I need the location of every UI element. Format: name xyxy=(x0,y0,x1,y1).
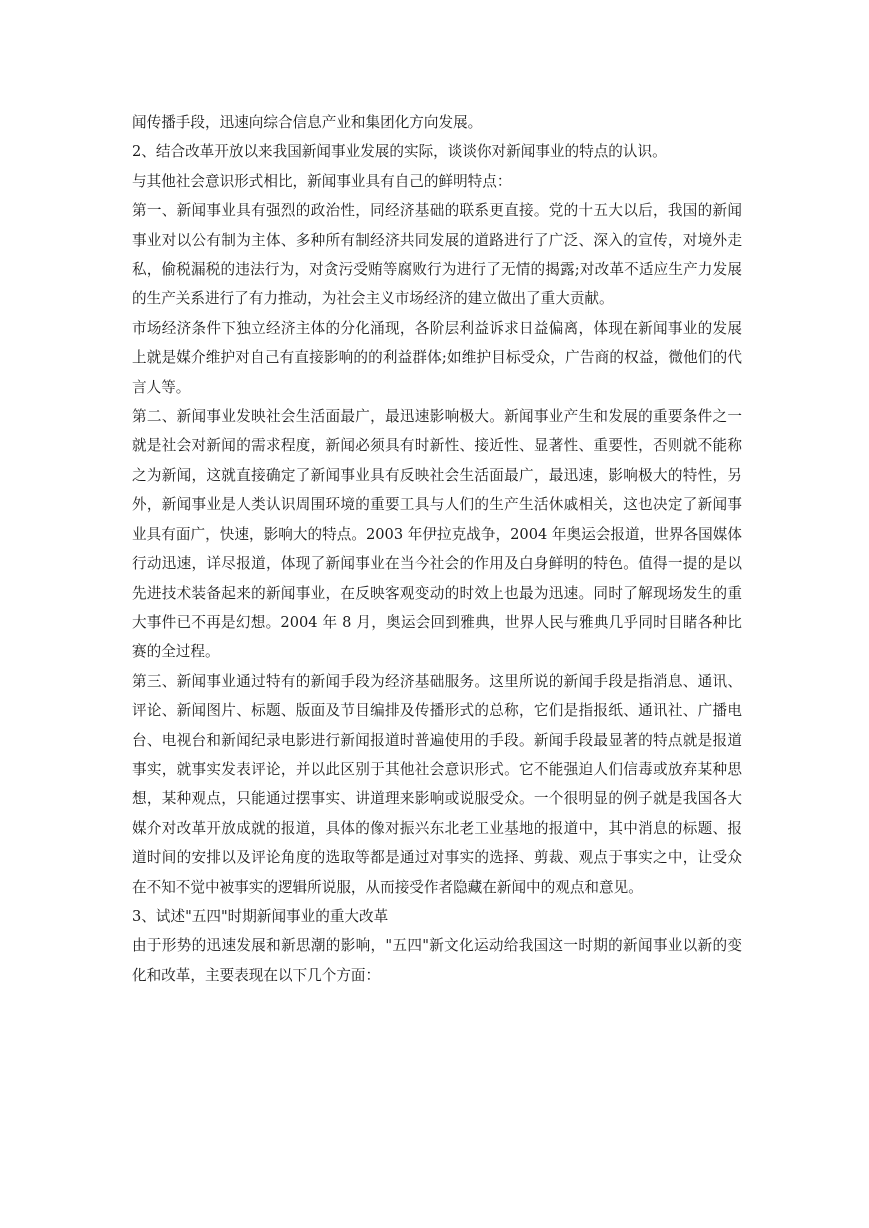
paragraph-point-3: 第三、新闻事业通过特有的新闻手段为经济基础服务。这里所说的新闻手段是指消息、通讯、评论、新闻图片、标题、版面及节目编排及传播形式的总称，它们是指报纸、通讯社、广播电台、电视台和新闻纪录电影进行新闻报道时普遍使用的手段。新闻手段最显著的特点就是报道事实，就事实发表评论，并以此区别于其他社会意识形式。它不能强迫人们信毒或放弃某种思想，某种观点，只能通过摆事实、讲道理来影响或说服受众。一个很明显的例子就是我国各大媒介对改革开放成就的报道，具体的像对振兴东北老工业基地的报道中，其中消息的标题、报道时间的安排以及评论角度的选取等都是通过对事实的选择、剪裁、观点于事实之中，让受众在不知不觉中被事实的逻辑所说服，从而接受作者隐藏在新闻中的观点和意见。 xyxy=(132,672,742,896)
document-body xyxy=(132,108,742,990)
paragraph-intro: 与其他社会意识形式相比，新闻事业具有自己的鲜明特点： xyxy=(132,172,512,190)
paragraph-may-fourth-intro: 由于形势的迅速发展和新思潮的影响，"五四"新文化运动给我国这一时期的新闻事业以新的变化和改革，主要表现在以下几个方面： xyxy=(132,937,742,984)
paragraph-market-economy: 市场经济条件下独立经济主体的分化涌现，各阶层利益诉求日益偏离，体现在新闻事业的发展上就是媒介维护对自己有直接影响的的利益群体;如维护目标受众，广告商的权益，微他们的代言人等。 xyxy=(132,319,742,396)
paragraph-continuation: 闻传播手段，迅速向综合信息产业和集团化方向发展。 xyxy=(132,114,483,131)
question-2-heading: 2、结合改革开放以来我国新闻事业发展的实际，谈谈你对新闻事业的特点的认识。 xyxy=(132,143,667,161)
paragraph-point-1: 第一、新闻事业具有强烈的政治性，同经济基础的联系更直接。党的十五大以后，我国的新闻事业对以公有制为主体、多种所有制经济共同发展的道路进行了广泛、深入的宣传，对境外走私，偷税漏税的违法行为，对贪污受贿等腐败行为进行了无情的揭露;对改革不适应生产力发展的生产关系进行了有力推动，为社会主义市场经济的建立做出了重大贡献。 xyxy=(132,202,742,308)
question-3-heading: 3、试述"五四"时期新闻事业的重大改革 xyxy=(132,907,389,925)
paragraph-point-2: 第二、新闻事业发映社会生活面最广，最迅速影响极大。新闻事业产生和发展的重要条件之一就是社会对新闻的需求程度，新闻必须具有时新性、接近性、显著性、重要性，否则就不能称之为新闻，这就直接确定了新闻事业具有反映社会生活面最广，最迅速，影响极大的特性，另外，新闻事业是人类认识周围环境的重要工具与人们的生产生活休戚相关，这也决定了新闻事业具有面广，快速，影响大的特点。2003 年伊拉克战争，2004 年奥运会报道，世界各国媒体行动迅速，详尽报道，体现了新闻事业在当今社会的作用及白身鲜明的特色。值得一提的是以先进技术装备起来的新闻事业，在反映客观变动的时效上也最为迅速。同时了解现场发生的重大事件已不再是幻想。2004 年 8 月，奥运会回到雅典，世界人民与雅典几乎同时目睹各种比赛的全过程。 xyxy=(132,408,742,661)
